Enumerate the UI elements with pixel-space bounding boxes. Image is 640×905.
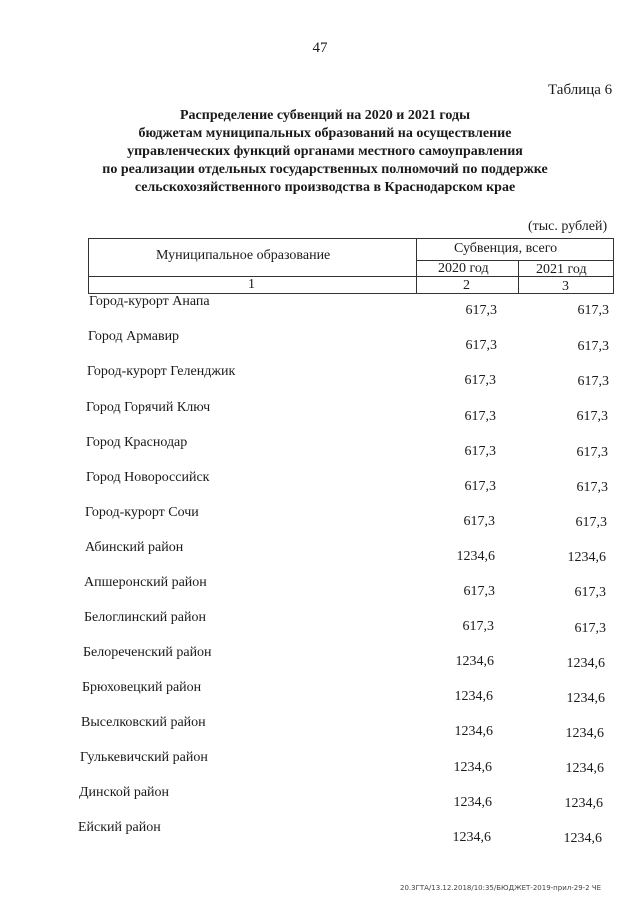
header-top-border: [88, 238, 614, 239]
units-label: (тыс. рублей): [528, 219, 608, 234]
header-subvention-total: Субвенция, всего: [454, 241, 558, 256]
municipality-name: Белоглинский район: [84, 610, 206, 625]
value-2021: 617,3: [577, 303, 609, 318]
header-col-number-2: 2: [463, 278, 470, 293]
header-year-2020: 2020 год: [438, 261, 489, 276]
title-line: Распределение субвенций на 2020 и 2021 годы: [180, 108, 470, 123]
value-2021: 617,3: [577, 374, 609, 389]
header-right-border: [613, 238, 614, 294]
value-2021: 1234,6: [564, 796, 603, 811]
table-row: [0, 294, 640, 329]
municipality-name: Город Армавир: [88, 329, 180, 344]
table-row: [0, 399, 640, 434]
municipality-name: Город-курорт Анапа: [89, 294, 210, 309]
value-2021: 1234,6: [565, 726, 604, 741]
value-2021: 617,3: [575, 515, 607, 530]
title-line: управленческих функций органами местного самоуправления: [127, 144, 523, 159]
municipality-name: Город Новороссийск: [86, 470, 210, 485]
table-row: [0, 609, 640, 644]
table-row: [0, 749, 640, 784]
table-header: [88, 238, 614, 294]
value-2021: 1234,6: [566, 691, 605, 706]
value-2021: 1234,6: [566, 656, 605, 671]
value-2020: 617,3: [464, 444, 496, 459]
header-year-2021: 2021 год: [536, 262, 587, 277]
table-row: [0, 469, 640, 504]
value-2020: 1234,6: [452, 830, 491, 845]
municipality-name: Гулькевичский район: [80, 750, 208, 765]
table-label: Таблица 6: [548, 82, 613, 98]
value-2020: 1234,6: [456, 549, 495, 564]
municipality-name: Город-курорт Геленджик: [87, 364, 236, 379]
value-2020: 617,3: [464, 409, 496, 424]
document-title: [90, 107, 560, 197]
value-2020: 1234,6: [453, 795, 492, 810]
page-number: 47: [312, 40, 328, 56]
value-2020: 617,3: [465, 303, 497, 318]
table-row: [0, 539, 640, 574]
value-2020: 617,3: [465, 338, 497, 353]
value-2021: 617,3: [576, 445, 608, 460]
municipality-name: Динской район: [79, 785, 170, 800]
value-2021: 617,3: [577, 339, 609, 354]
value-2020: 617,3: [462, 619, 494, 634]
table-row: [0, 644, 640, 679]
municipality-name: Ейский район: [78, 820, 161, 835]
table-row: [0, 504, 640, 539]
title-line: бюджетам муниципальных образований на осуществление: [138, 126, 512, 141]
value-2020: 1234,6: [454, 689, 493, 704]
value-2020: 617,3: [464, 373, 496, 388]
header-left-border: [88, 238, 89, 294]
municipality-name: Апшеронский район: [84, 575, 207, 590]
footer-document-code: 20.3ГТА/13.12.2018/10:35/БЮДЖЕТ-2019-прил-29-2 ЧЕ: [400, 884, 602, 892]
value-2020: 1234,6: [453, 760, 492, 775]
value-2021: 1234,6: [565, 761, 604, 776]
table-row: [0, 819, 640, 854]
value-2020: 1234,6: [455, 654, 494, 669]
value-2020: 617,3: [464, 479, 496, 494]
value-2021: 617,3: [576, 409, 608, 424]
value-2020: 617,3: [463, 514, 495, 529]
value-2021: 617,3: [574, 621, 606, 636]
municipality-name: Город-курорт Сочи: [85, 505, 199, 520]
municipality-name: Город Краснодар: [86, 435, 188, 450]
value-2020: 1234,6: [454, 724, 493, 739]
table-row: [0, 679, 640, 714]
table-row: [0, 364, 640, 399]
municipality-name: Выселковский район: [81, 715, 206, 730]
header-municipality: Муниципальное образование: [156, 248, 331, 263]
value-2021: 1234,6: [563, 831, 602, 846]
value-2021: 1234,6: [567, 550, 606, 565]
value-2021: 617,3: [574, 585, 606, 600]
table-row: [0, 329, 640, 364]
municipality-name: Абинский район: [85, 540, 184, 555]
value-2021: 617,3: [576, 480, 608, 495]
header-col-divider: [416, 238, 417, 294]
title-line: по реализации отдельных государственных полномочий по поддержке: [102, 162, 548, 177]
municipality-name: Брюховецкий район: [82, 680, 202, 695]
header-year-col-divider: [518, 260, 519, 294]
table-row: [0, 434, 640, 469]
header-col-number-1: 1: [248, 277, 255, 292]
table-row: [0, 574, 640, 609]
title-line: сельскохозяйственного производства в Краснодарском крае: [134, 180, 516, 195]
header-col-number-3: 3: [562, 279, 569, 294]
municipality-name: Белореченский район: [83, 645, 212, 660]
table-row: [0, 714, 640, 749]
table-row: [0, 784, 640, 819]
municipality-name: Город Горячий Ключ: [86, 400, 211, 415]
value-2020: 617,3: [463, 584, 495, 599]
